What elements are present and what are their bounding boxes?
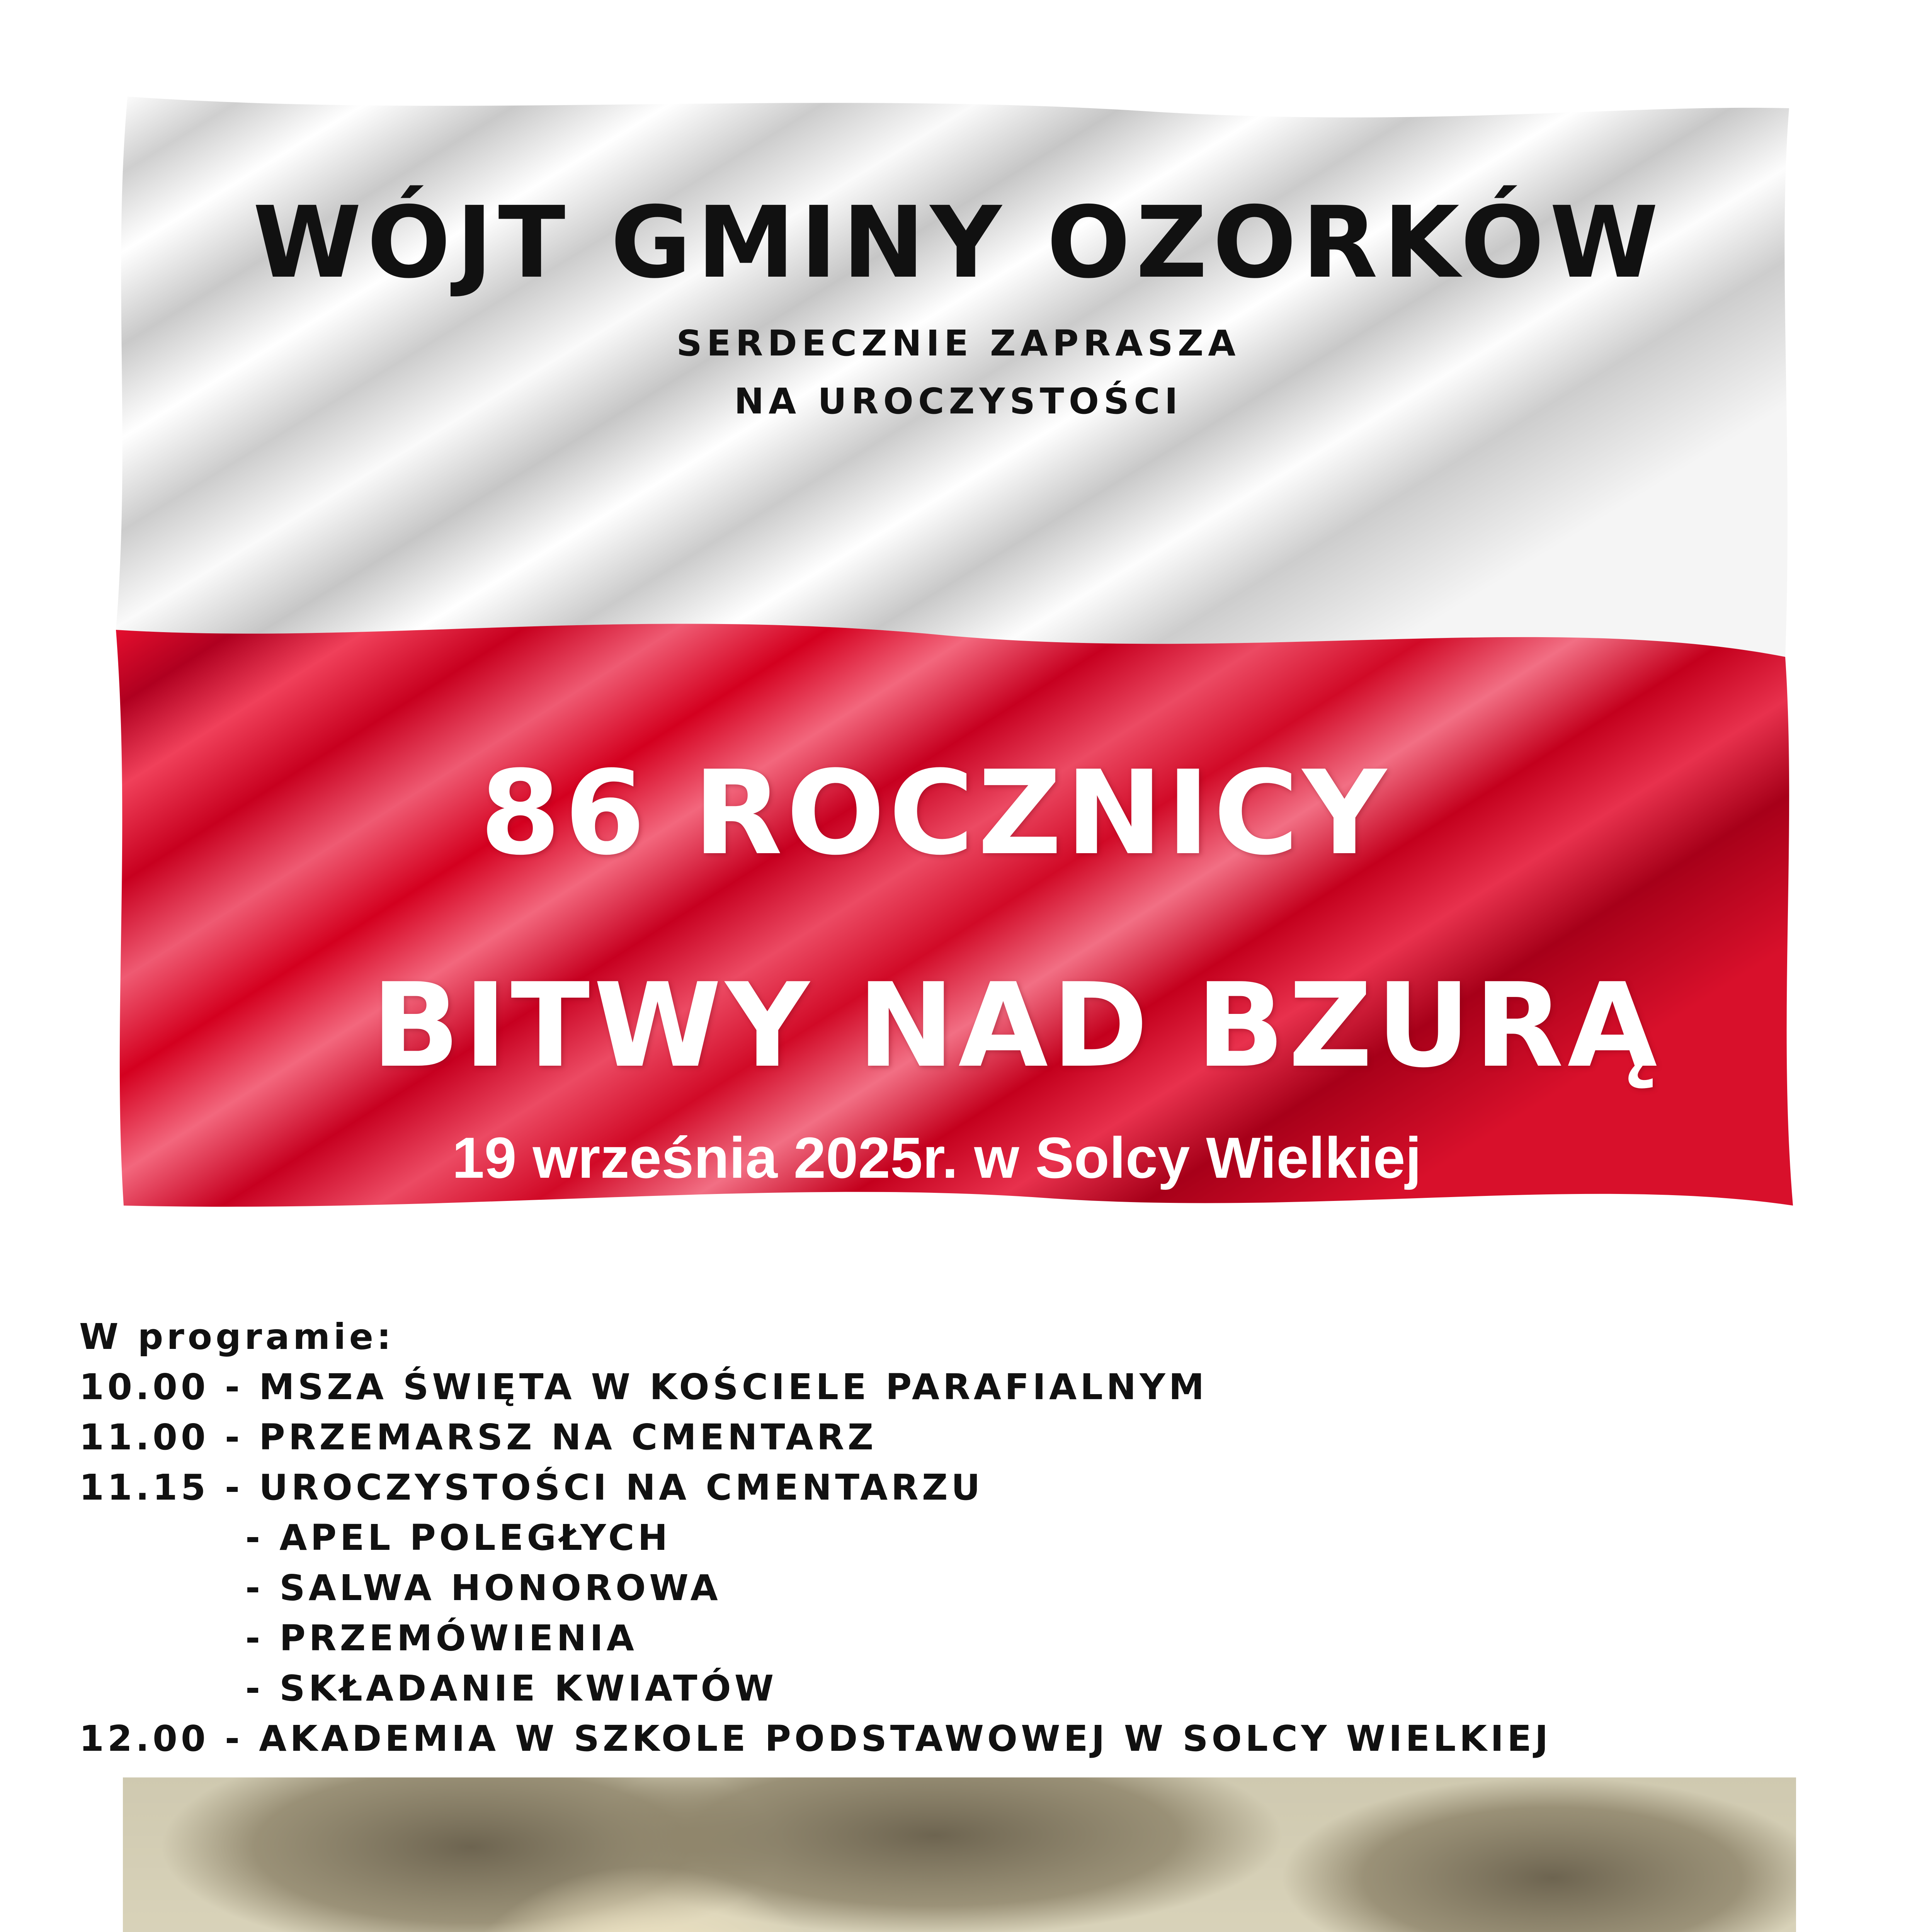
- program-heading: W programie:: [79, 1316, 395, 1357]
- invitation-line-2: NA UROCZYSTOŚCI: [734, 381, 1183, 422]
- flag-red-stripe: [116, 624, 1793, 1207]
- event-date-place: 19 września 2025r. w Solcy Wielkiej: [452, 1125, 1422, 1190]
- flag-white-stripe: [116, 97, 1789, 657]
- photo-graphic: [123, 1777, 1796, 1932]
- program-subitem: - PRZEMÓWIENIA: [245, 1617, 638, 1659]
- program-subitem: - SALWA HONOROWA: [245, 1567, 721, 1609]
- program-subitem: - SKŁADANIE KWIATÓW: [245, 1668, 777, 1709]
- invitation-line-1: SERDECZNIE ZAPRASZA: [676, 323, 1240, 364]
- program-item: 10.00 - MSZA ŚWIĘTA W KOŚCIELE PARAFIALNYM: [79, 1366, 1208, 1408]
- program-item: 11.00 - PRZEMARSZ NA CMENTARZ: [79, 1417, 877, 1458]
- program-item: 12.00 - AKADEMIA W SZKOLE PODSTAWOWEJ W SOLCY WIELKIEJ: [79, 1718, 1552, 1759]
- event-title-line-1: 86 ROCZNICY: [480, 746, 1390, 881]
- program-item: 11.15 - UROCZYSTOŚCI NA CMENTARZU: [79, 1467, 984, 1508]
- program-subitem: - APEL POLEGŁYCH: [245, 1517, 671, 1558]
- event-title-line-2: BITWY NAD BZURĄ: [371, 958, 1661, 1093]
- page-title: WÓJT GMINY OZORKÓW: [253, 185, 1664, 300]
- battle-reenactment-photo: [123, 1777, 1796, 1932]
- program-list: [79, 1312, 1551, 1764]
